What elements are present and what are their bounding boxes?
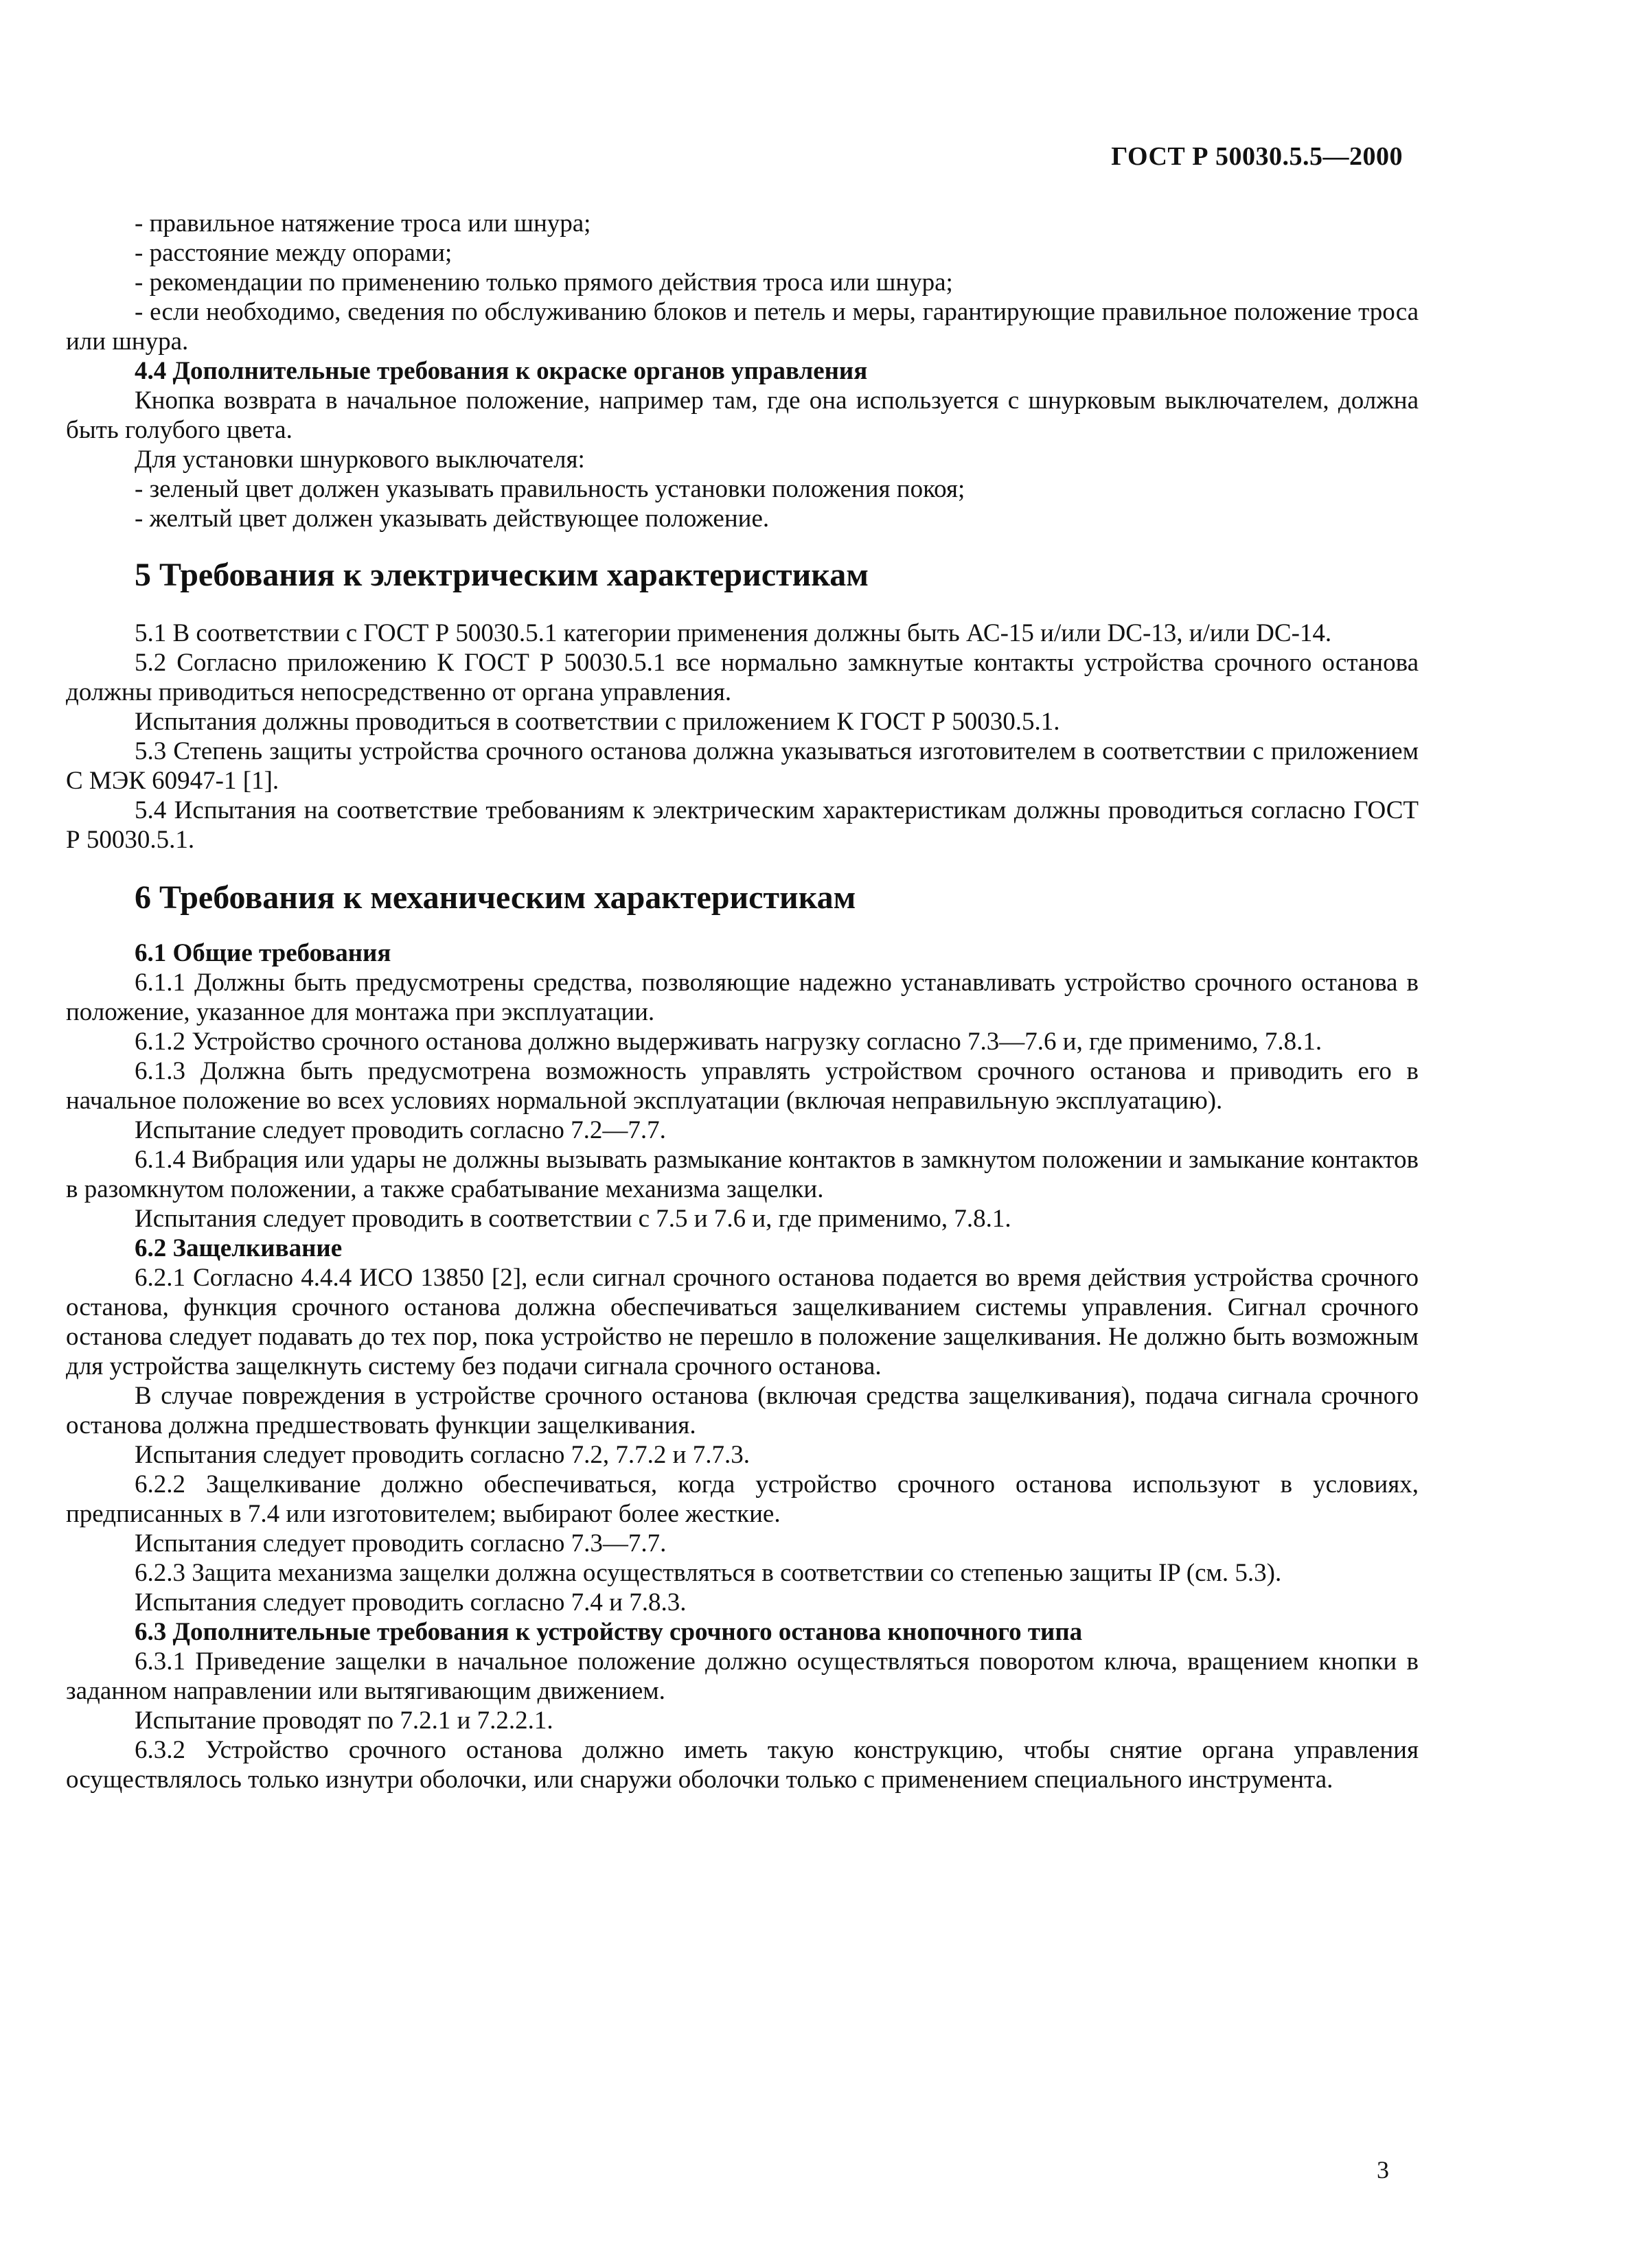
paragraph: 6.1.4 Вибрация или удары не должны вызывать размыкание контактов в замкнутом положении и замыкание контактов в разомкнутом положении, а также срабатывание механизма защелки. (66, 1146, 1419, 1203)
paragraph: 6.2.3 Защита механизма защелки должна осуществляться в соответствии со степенью защиты IP (см. 5.3). (135, 1559, 1282, 1587)
subsection-heading: 6.3 Дополнительные требования к устройству срочного останова кнопочного типа (135, 1618, 1083, 1646)
paragraph: - рекомендации по применению только прямого действия троса или шнура; (135, 268, 953, 297)
paragraph: Испытания следует проводить согласно 7.3—7.7. (135, 1529, 667, 1558)
paragraph: Испытание проводят по 7.2.1 и 7.2.2.1. (135, 1706, 553, 1735)
paragraph: Для установки шнуркового выключателя: (135, 445, 585, 474)
section-heading: 5 Требования к электрическим характеристикам (135, 557, 869, 593)
paragraph: - зеленый цвет должен указывать правильность установки положения покоя; (135, 475, 965, 503)
paragraph: - расстояние между опорами; (135, 239, 452, 267)
paragraph: - правильное натяжение троса или шнура; (135, 209, 591, 238)
paragraph: 6.1.3 Должна быть предусмотрена возможность управлять устройством срочного останова и приводить его в начальное положение во всех условиях нормальной эксплуатации (включая неправильную эксплуатацию). (66, 1057, 1419, 1115)
subsection-heading: 6.2 Защелкивание (135, 1234, 343, 1262)
paragraph: Испытания следует проводить согласно 7.4 и 7.8.3. (135, 1588, 687, 1617)
paragraph: - если необходимо, сведения по обслуживанию блоков и петель и меры, гарантирующие правильное положение троса или шнура. (66, 298, 1419, 356)
paragraph: 5.4 Испытания на соответствие требованиям к электрическим характеристикам должны проводиться согласно ГОСТ Р 50030.5.1. (66, 796, 1419, 854)
paragraph: 6.2.1 Согласно 4.4.4 ИСО 13850 [2], если сигнал срочного останова подается во время действия устройства срочного останова, функция срочного останова должна обеспечиваться защелкиванием системы управления. Сигнал срочного останова следует подавать до тех пор, пока устройство не перешло в положение защелкивания. Не должно быть возможным для устройства защелкнуть систему без подачи сигнала срочного останова. (66, 1264, 1419, 1380)
paragraph: Испытания следует проводить согласно 7.2, 7.7.2 и 7.7.3. (135, 1441, 750, 1469)
paragraph: 6.2.2 Защелкивание должно обеспечиваться, когда устройство срочного останова используют в условиях, предписанных в 7.4 или изготовителем; выбирают более жесткие. (66, 1470, 1419, 1528)
paragraph: Кнопка возврата в начальное положение, например там, где она используется с шнурковым выключателем, должна быть голубого цвета. (66, 386, 1419, 444)
subsection-heading: 4.4 Дополнительные требования к окраске органов управления (135, 357, 868, 385)
paragraph: 6.3.2 Устройство срочного останова должно иметь такую конструкцию, чтобы снятие органа управления осуществлялось только изнутри оболочки, или снаружи оболочки только с применением специального инструмента. (66, 1736, 1419, 1794)
subsection-heading: 6.1 Общие требования (135, 939, 391, 967)
section-heading: 6 Требования к механическим характеристикам (135, 879, 856, 916)
paragraph: 5.1 В соответствии с ГОСТ Р 50030.5.1 категории применения должны быть АС-15 и/или DC-13, и/или DC-14. (135, 619, 1332, 647)
paragraph: Испытание следует проводить согласно 7.2—7.7. (135, 1116, 666, 1144)
paragraph: 6.1.2 Устройство срочного останова должно выдерживать нагрузку согласно 7.3—7.6 и, где применимо, 7.8.1. (135, 1028, 1322, 1056)
page-number: 3 (1377, 2156, 1389, 2184)
document-code-header: ГОСТ Р 50030.5.5—2000 (1111, 142, 1403, 171)
paragraph: Испытания следует проводить в соответствии с 7.5 и 7.6 и, где применимо, 7.8.1. (135, 1205, 1011, 1233)
paragraph: Испытания должны проводиться в соответствии с приложением К ГОСТ Р 50030.5.1. (135, 708, 1060, 736)
paragraph: 6.1.1 Должны быть предусмотрены средства, позволяющие надежно устанавливать устройство срочного останова в положение, указанное для монтажа при эксплуатации. (66, 969, 1419, 1026)
paragraph: В случае повреждения в устройстве срочного останова (включая средства защелкивания), подача сигнала срочного останова должна предшествовать функции защелкивания. (66, 1382, 1419, 1439)
paragraph: 5.2 Согласно приложению К ГОСТ Р 50030.5.1 все нормально замкнутые контакты устройства срочного останова должны приводиться непосредственно от органа управления. (66, 649, 1419, 706)
paragraph: - желтый цвет должен указывать действующее положение. (135, 505, 770, 533)
paragraph: 5.3 Степень защиты устройства срочного останова должна указываться изготовителем в соответствии с приложением С МЭК 60947-1 [1]. (66, 737, 1419, 795)
paragraph: 6.3.1 Приведение защелки в начальное положение должно осуществляться поворотом ключа, вращением кнопки в заданном направлении или вытягивающим движением. (66, 1647, 1419, 1705)
document-body (66, 209, 1419, 1794)
